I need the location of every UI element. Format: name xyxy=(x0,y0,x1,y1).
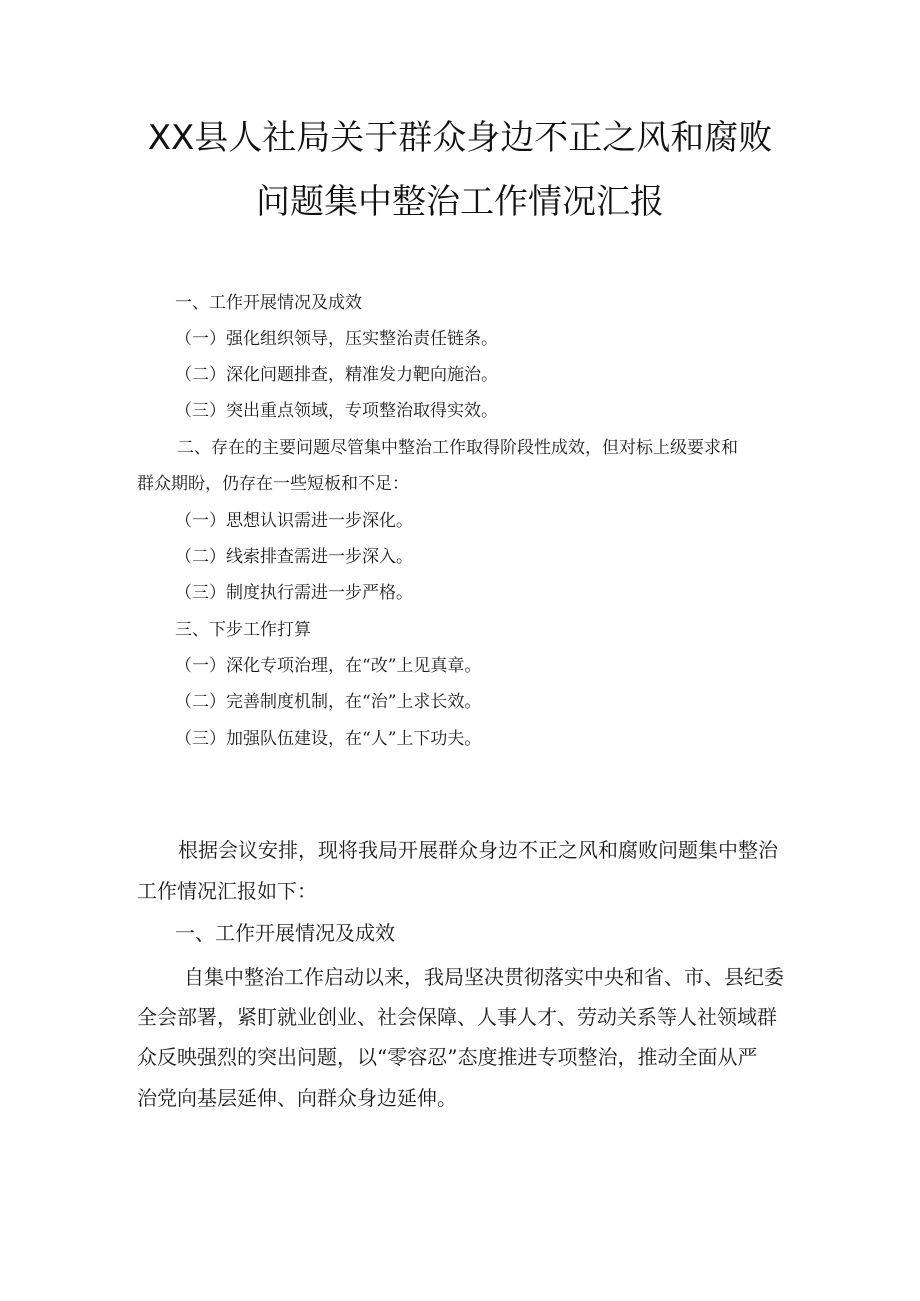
outline-item: （二）线索排查需进一步深入。 xyxy=(175,547,413,567)
outline-item: （一）思想认识需进一步深化。 xyxy=(175,511,413,531)
outline-section-1-heading: 一、工作开展情况及成效 xyxy=(175,293,362,313)
outline-section-3-heading: 三、下步工作打算 xyxy=(175,620,311,640)
document-title-line-2: 问题集中整治工作情况汇报 xyxy=(256,182,664,222)
section-1-heading: 一、工作开展情况及成效 xyxy=(175,921,395,945)
outline-item: （二）深化问题排查，精准发力靶向施治。 xyxy=(175,365,498,385)
outline-item: （三）加强队伍建设，在“人”上下功夫。 xyxy=(175,729,482,749)
outline-item: （二）完善制度机制，在“治”上求长效。 xyxy=(175,692,482,712)
outline-section-2-heading: 二、存在的主要问题尽管集中整治工作取得阶段性成效，但对标上级要求和 xyxy=(177,438,738,458)
intro-paragraph-line: 根据会议安排，现将我局开展群众身边不正之风和腐败问题集中整治 xyxy=(178,838,778,862)
outline-item: （一）深化专项治理，在“改”上见真章。 xyxy=(175,656,482,676)
paragraph-line: 众反映强烈的突出问题，以“零容忍”态度推进专项整治，推动全面从严 xyxy=(137,1045,758,1069)
document-title-line-1: XX县人社局关于群众身边不正之风和腐败 xyxy=(147,118,773,158)
outline-item: （一）强化组织领导，压实整治责任链条。 xyxy=(175,329,498,349)
outline-section-2-heading-continued: 群众期盼，仍存在一些短板和不足： xyxy=(137,474,409,494)
paragraph-line: 全会部署，紧盯就业创业、社会保障、人事人才、劳动关系等人社领域群 xyxy=(137,1005,777,1029)
paragraph-line: 自集中整治工作启动以来，我局坚决贯彻落实中央和省、市、县纪委 xyxy=(184,965,784,989)
outline-item: （三）突出重点领域，专项整治取得实效。 xyxy=(175,401,498,421)
intro-paragraph-line: 工作情况汇报如下： xyxy=(137,879,317,903)
paragraph-line: 治党向基层延伸、向群众身边延伸。 xyxy=(137,1086,457,1110)
outline-item: （三）制度执行需进一步严格。 xyxy=(175,583,413,603)
